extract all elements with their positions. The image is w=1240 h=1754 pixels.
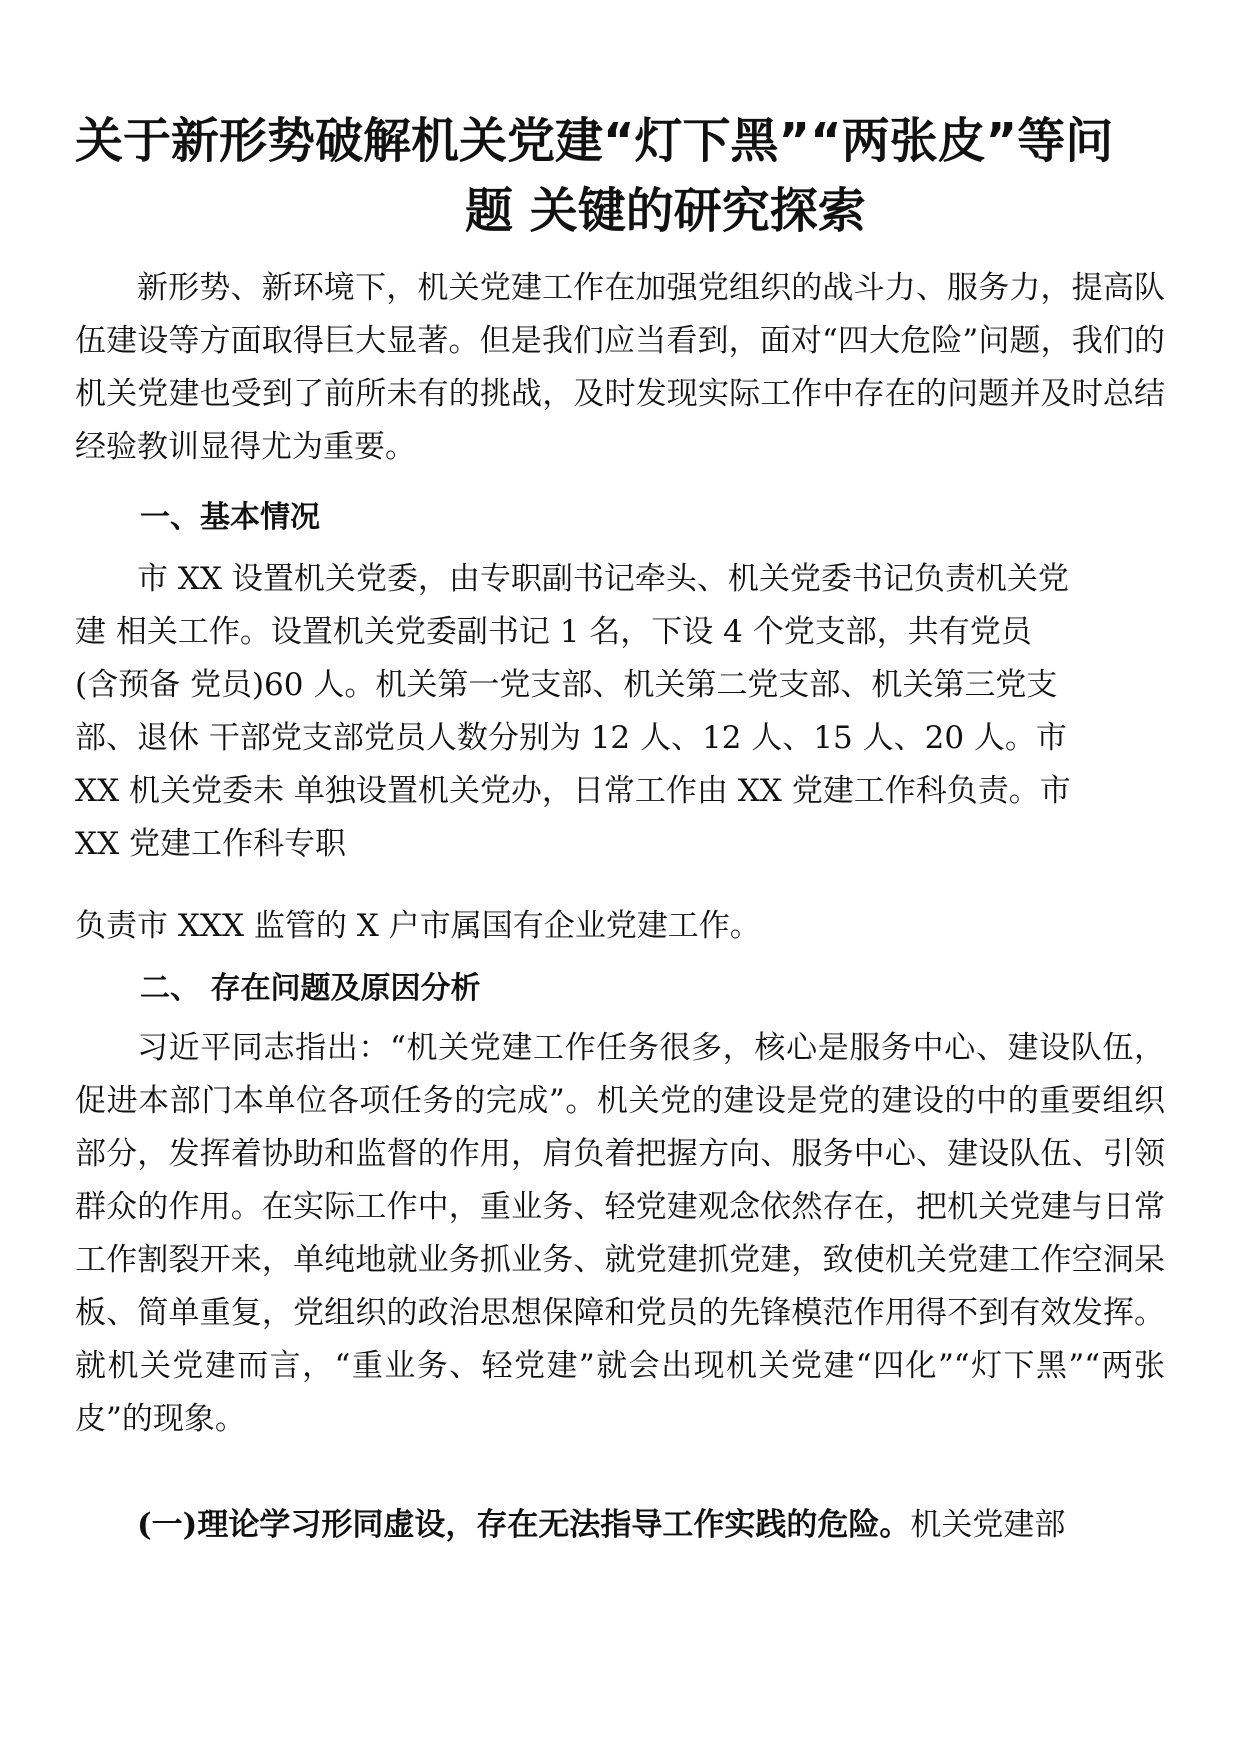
section2-paragraph: 习近平同志指出：“机关党建工作任务很多，核心是服务中心、建设队伍，促进本部门本单位各项任务的完成”。机关党的建设是党的建设的中的重要组织部分，发挥着协助和监督的作用，肩负着把握方向、服务中心、建设队伍、引领群众的作用。在实际工作中，重业务、轻党建观念依然存在，把机关党建与日常工作割裂开来，单纯地就业务抓业务、就党建抓党建，致使机关党建工作空洞呆板、简单重复，党组织的政治思想保障和党员的先锋模范作用得不到有效发挥。就机关党建而言，“重业务、轻党建”就会出现机关党建“四化”“灯下黑”“两张皮”的现象。 xyxy=(75,1030,1165,1437)
document-title-line2: 题 关键的研究探索 xyxy=(465,183,866,239)
intro-paragraph: 新形势、新环境下，机关党建工作在加强党组织的战斗力、服务力，提高队伍建设等方面取得巨大显著。但是我们应当看到，面对“四大危险”问题，我们的机关党建也受到了前所未有的挑战，及时发现实际工作中存在的问题并及时总结经验教训显得尤为重要。 xyxy=(75,270,1165,465)
section2-heading: 二、 存在问题及原因分析 xyxy=(140,971,481,1006)
section1-line: XX 党建工作科专职 xyxy=(75,826,346,862)
section1-line: 市 XX 设置机关党委，由专职副书记牵头、机关党委书记负责机关党 xyxy=(137,561,1069,597)
section1-line: 部、退休 干部党支部党员人数分别为 12 人、12 人、15 人、20 人。市 xyxy=(75,720,1067,756)
document-title-line1: 关于新形势破解机关党建“灯下黑”“两张皮”等问 xyxy=(75,113,1114,169)
section1-heading: 一、基本情况 xyxy=(140,500,320,535)
subsection1-bold-lead: (一)理论学习形同虚设，存在无法指导工作实践的危险。 xyxy=(137,1507,911,1543)
subsection1-text: 机关党建部 xyxy=(910,1507,1066,1543)
section1-tail-line: 负责市 XXX 监管的 X 户市属国有企业党建工作。 xyxy=(75,908,761,944)
subsection1-paragraph xyxy=(75,1499,1165,1552)
section1-line: (含预备 党员)60 人。机关第一党支部、机关第二党支部、机关第三党支 xyxy=(75,667,1058,703)
section1-line: 建 相关工作。设置机关党委副书记 1 名，下设 4 个党支部，共有党员 xyxy=(75,614,1032,650)
section1-line: XX 机关党委未 单独设置机关党办，日常工作由 XX 党建工作科负责。市 xyxy=(75,773,1071,809)
section1-paragraph xyxy=(75,553,1165,871)
